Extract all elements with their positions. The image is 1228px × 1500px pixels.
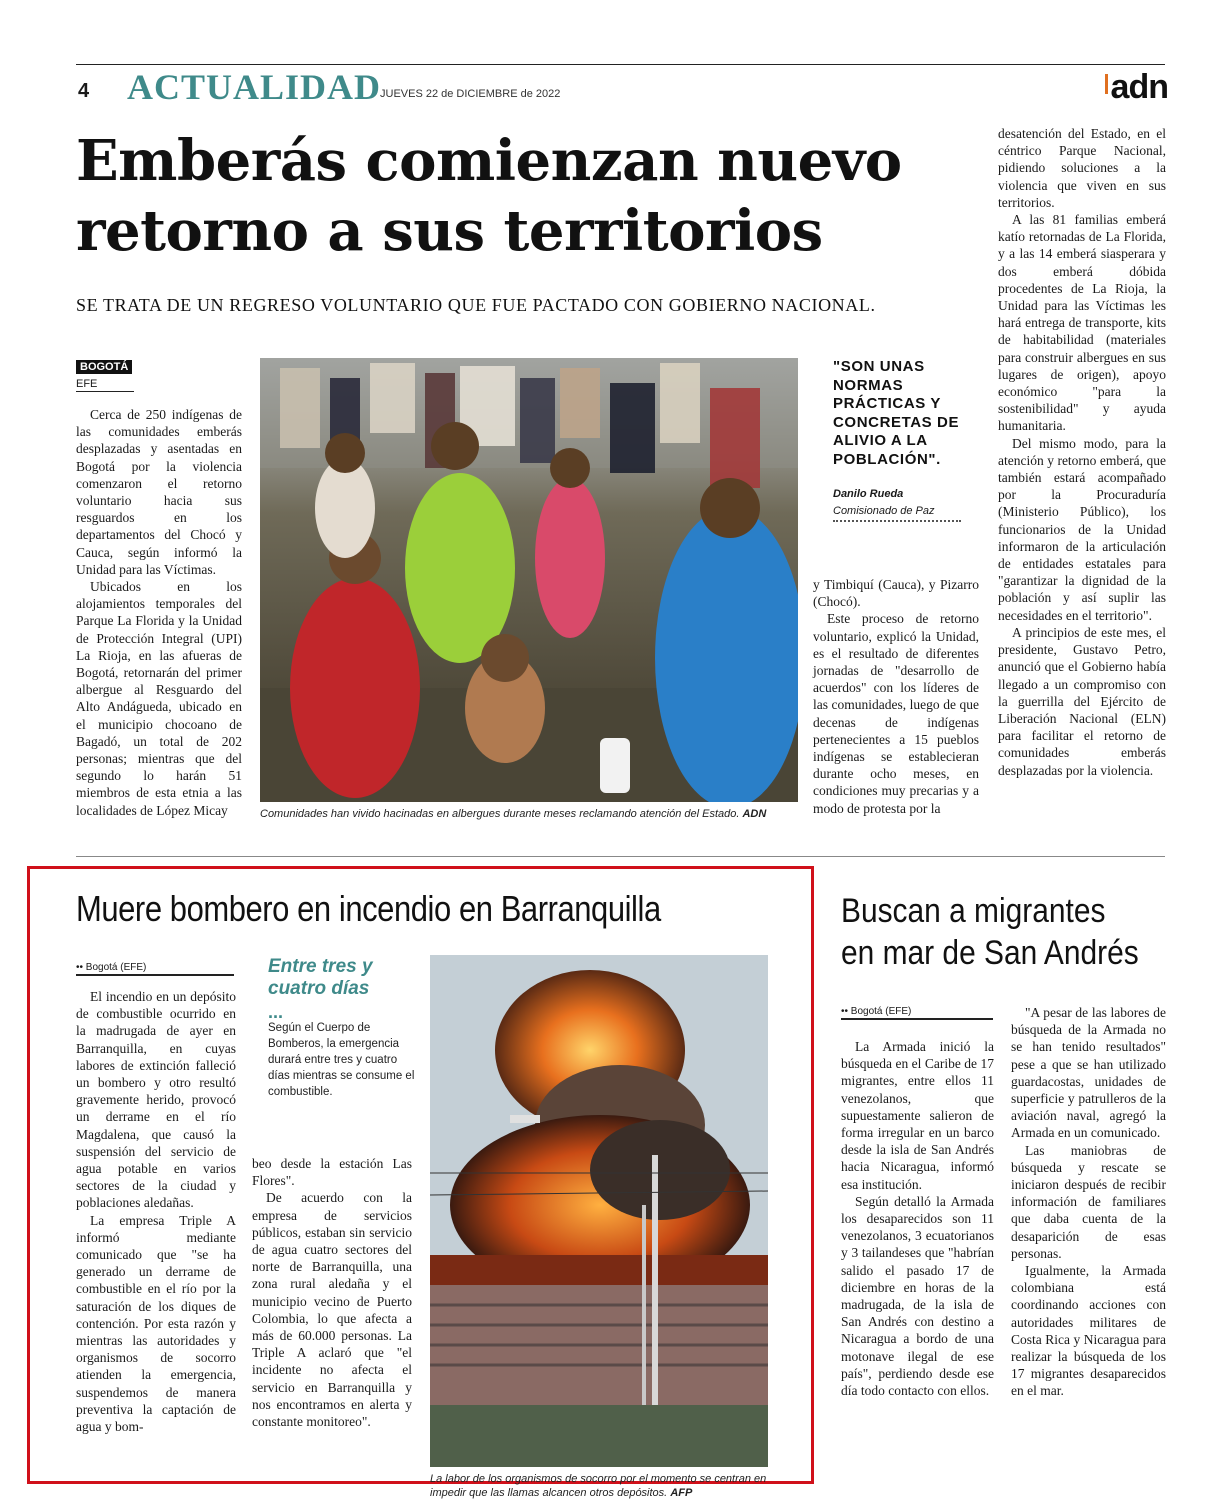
paragraph: Igualmente, la Armada colombiana está coordinando acciones con autoridades militares de Costa Rica y Nicaragua para realizar la búsqueda de los 17 migrantes desaparecidos en el mar. <box>1011 1263 1166 1399</box>
paragraph: beo desde la estación Las Flores". <box>252 1156 412 1189</box>
paragraph: "A pesar de las labores de búsqueda de la Armada no se han tenido resultados" pese a que se han utilizado guardacostas, unidades de superficie y patrulleros de la aviación naval, agregó la Armada en un comunicado. <box>1011 1005 1166 1141</box>
photo-credit: AFP <box>670 1487 693 1499</box>
main-column-2 <box>813 576 979 817</box>
paragraph: Este proceso de retorno voluntario, explicó la Unidad, es el resultado de diferentes jornadas de "desarrollo de acuerdos" con los líderes de las comunidades, luego de que decenas de indígenas pertenecientes a 15 pueblos indígenas se establecieran durante ocho meses, en condiciones muy precarias y a modo de protesta por la <box>813 611 979 816</box>
caption-text: Comunidades han vivido hacinadas en albergues durante meses reclamando atención del Estado. <box>260 808 740 820</box>
quote-author: Danilo Rueda <box>833 488 904 500</box>
main-subhead: SE TRATA DE UN REGRESO VOLUNTARIO QUE FUE PACTADO CON GOBIERNO NACIONAL. <box>76 295 876 315</box>
quote-divider <box>833 520 961 522</box>
main-headline <box>76 126 981 266</box>
paragraph: La Armada inició la búsqueda en el Caribe de 17 migrantes, entre ellos 11 venezolanos, que supuestamente salieron de forma irregular en un barco desde la isla de San Andrés hacia Nicaragua, informó esa institución. <box>841 1039 994 1192</box>
paragraph: A las 81 familias emberá katío retornadas de La Florida, y a las 14 emberá siasperara y dos emberá dóbida procedentes de La Rioja, la Unidad para las Víctimas les hará entrega de transporte, kits de habitabilidad (materiales para construir albergues en sus lugares de origen), apoyo económico "para la sostenibilidad" y ayuda humanitaria. <box>998 212 1166 434</box>
fire-column-2 <box>252 1155 412 1430</box>
paragraph: Ubicados en los alojamientos temporales del Parque La Florida y la Unidad de Protección Integral (UPI) La Rioja, en las afueras de Bogotá, retornarán del primer albergue al Resguardo del Alto Andágueda, ubicado en el municipio chocoano de Bagadó, un total de 202 personas; mientras que del segundo lo harán 51 miembros de esta etnia a las localidades de López Micay <box>76 579 242 818</box>
issue-date: JUEVES 22 de DICIEMBRE de 2022 <box>380 88 561 100</box>
aside-dots: ... <box>268 1002 284 1022</box>
shelter-photo-illustration <box>260 358 798 802</box>
headline-line-1: Emberás comienzan nuevo <box>76 128 902 194</box>
migrants-byline: •• Bogotá (EFE) <box>841 1006 993 1020</box>
main-photo <box>260 358 798 802</box>
headline-line-2: retorno a sus territorios <box>76 198 823 264</box>
paragraph: y Timbiquí (Cauca), y Pizarro (Chocó). <box>813 577 979 610</box>
fire-photo <box>430 955 768 1467</box>
paragraph: Del mismo modo, para la atención y retorno emberá, que también estará acompañado por la Procuraduría (Ministerio Público), los funcionarios de la Unidad informaron de la articulación de entidades estatales para "garantizar la dignidad de la población y así suplir las necesidades en el territorio". <box>998 435 1166 623</box>
paragraph: A principios de este mes, el presidente, Gustavo Petro, anunció que el Gobierno había llegado a un compromiso con la guerrilla del Ejército de Liberación Nacional (ELN) para facilitar el retorno de comunidades emberás desplazadas por la violencia. <box>998 624 1166 778</box>
section-divider <box>76 856 1165 857</box>
adn-logo <box>1105 68 1168 107</box>
fire-headline: Muere bombero en incendio en Barranquilla <box>76 888 661 929</box>
paragraph: desatención del Estado, en el céntrico Parque Nacional, pidiendo soluciones a la violencia que viven en sus territorios. <box>998 126 1166 210</box>
pull-quote: "SON UNAS NORMAS PRÁCTICAS Y CONCRETAS DE ALIVIO A LA POBLACIÓN". <box>833 358 960 468</box>
paragraph: El incendio en un depósito de combustible ocurrido en la madrugada de ayer en Barranquilla, en cuyas labores de extinción falleció un bombero y otro resultó gravemente herido, provocó un derrame en el río Magdalena, que causó la suspensión del servicio de agua potable en varios sectores de la ciudad y poblaciones aledañas. <box>76 989 236 1211</box>
top-rule <box>76 64 1165 65</box>
byline-text: Bogotá (EFE) <box>85 962 147 973</box>
main-column-1 <box>76 406 242 819</box>
migrants-column-1 <box>841 1038 994 1399</box>
byline-source: EFE <box>76 378 134 392</box>
quote-role: Comisionado de Paz <box>833 505 935 517</box>
page-number: 4 <box>78 80 90 102</box>
paragraph: De acuerdo con la empresa de servicios públicos, estaban sin servicio de agua cuatro sectores del norte de Barranquilla, una zona rural aledaña y el municipio vecino de Puerto Colombia, lo que afecta a más de 60.000 personas. La Triple A aclaró que "el incidente no afecta el servicio en Barranquilla y nos encontramos en alerta y constante monitoreo". <box>252 1190 412 1430</box>
migrants-headline: Buscan a migrantes en mar de San Andrés <box>841 892 1139 972</box>
fire-photo-caption <box>430 1472 775 1500</box>
main-column-3 <box>998 125 1166 779</box>
migrants-column-2 <box>1011 1004 1166 1400</box>
caption-text: La labor de los organismos de socorro por el momento se centran en impedir que las llamas alcancen otros depósitos. <box>430 1473 767 1499</box>
aside-body: Según el Cuerpo de Bomberos, la emergencia durará entre tres y cuatro días mientras se consume el combustible. <box>268 1022 415 1098</box>
photo-credit: ADN <box>742 808 767 820</box>
aside-title: Entre tres y cuatro días <box>268 956 373 999</box>
logo-accent-bar <box>1105 74 1108 94</box>
byline-text: Bogotá (EFE) <box>850 1006 912 1017</box>
main-photo-caption <box>260 808 800 820</box>
paragraph: Cerca de 250 indígenas de las comunidades emberás desplazadas y asentadas en Bogotá por la violencia comenzaron el retorno voluntario hacia sus resguardos en los departamentos del Chocó y Cauca, según informó la Unidad para las Víctimas. <box>76 407 242 577</box>
logo-text: adn <box>1110 68 1168 106</box>
paragraph: Según detalló la Armada los desaparecidos son 11 venezolanos, 3 ecuatorianos y 3 tailandeses que "habrían salido el pasado 17 de diciembre en horas de la madrugada, de la isla de San Andrés con destino a Nicaragua a bordo de una motonave ilegal de ese país", perdiendo desde ese día todo contacto con ellos. <box>841 1193 994 1399</box>
fire-byline: •• Bogotá (EFE) <box>76 962 234 976</box>
paragraph: Las maniobras de búsqueda y rescate se iniciaron después de recibir información de familiares que daba cuenta de la desaparición de esas personas. <box>1011 1142 1166 1261</box>
section-title: ACTUALIDAD <box>127 67 382 107</box>
fire-photo-illustration <box>430 955 768 1467</box>
byline-place: BOGOTÁ <box>76 360 132 374</box>
paragraph: La empresa Triple A informó mediante comunicado que "se ha generado un derrame de combustible en el río por la saturación de los diques de contención. Por esta razón y mientras las autoridades y organismos de socorro atienden la emergencia, suspendemos de manera preventiva la captación de agua y bom- <box>76 1212 236 1435</box>
fire-column-1 <box>76 988 236 1435</box>
